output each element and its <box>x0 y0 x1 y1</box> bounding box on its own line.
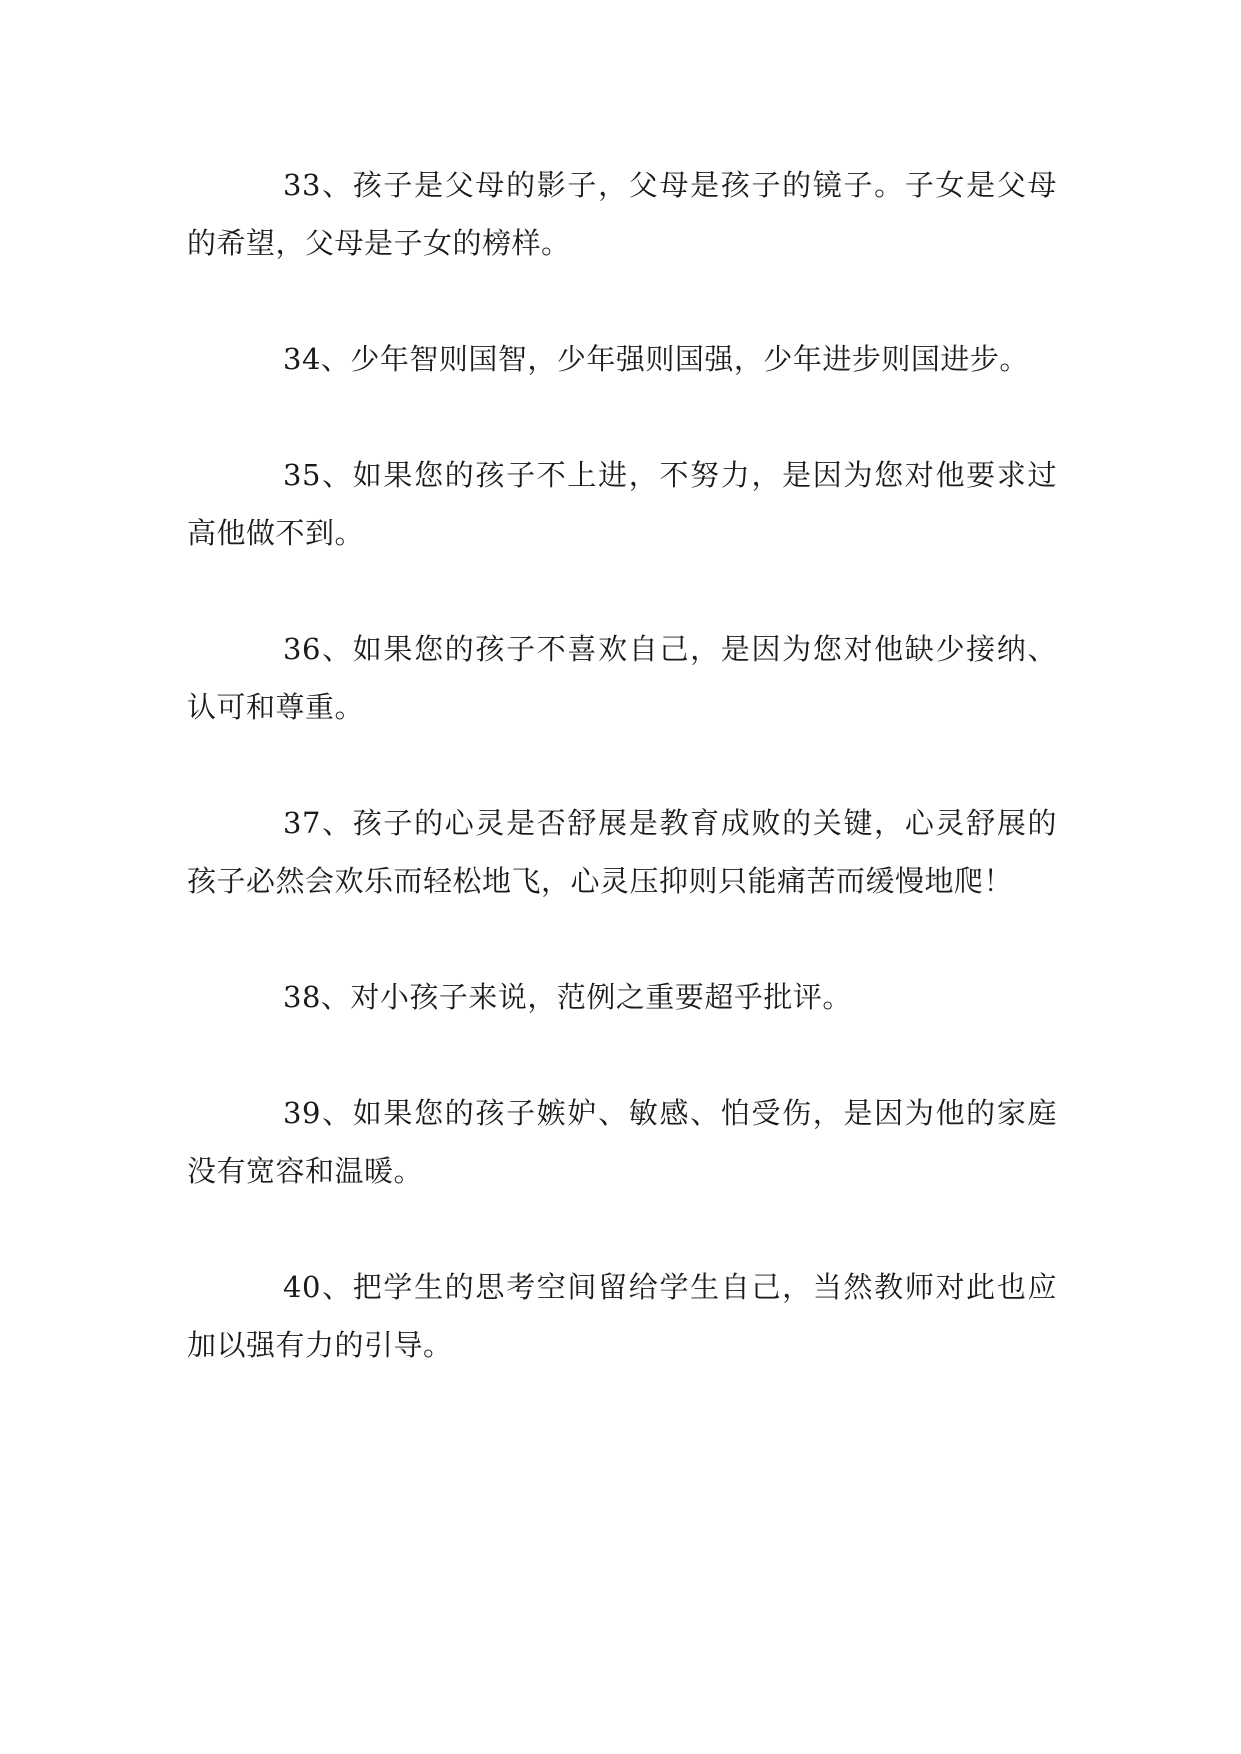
paragraph-35: 35、如果您的孩子不上进，不努力，是因为您对他要求过高他做不到。 <box>187 458 1057 550</box>
paragraph-36: 36、如果您的孩子不喜欢自己，是因为您对他缺少接纳、认可和尊重。 <box>187 632 1057 724</box>
paragraph-40: 40、把学生的思考空间留给学生自己，当然教师对此也应加以强有力的引导。 <box>187 1270 1057 1362</box>
paragraph-38: 38、对小孩子来说，范例之重要超乎批评。 <box>283 980 852 1014</box>
paragraph-33: 33、孩子是父母的影子，父母是孩子的镜子。子女是父母的希望，父母是子女的榜样。 <box>187 168 1057 260</box>
paragraph-37: 37、孩子的心灵是否舒展是教育成败的关键，心灵舒展的孩子必然会欢乐而轻松地飞，心灵压抑则只能痛苦而缓慢地爬！ <box>187 806 1057 898</box>
paragraph-39: 39、如果您的孩子嫉妒、敏感、怕受伤，是因为他的家庭没有宽容和温暖。 <box>187 1096 1057 1188</box>
document-body <box>187 156 1057 1374</box>
paragraph-34: 34、少年智则国智，少年强则国强，少年进步则国进步。 <box>283 342 1029 376</box>
